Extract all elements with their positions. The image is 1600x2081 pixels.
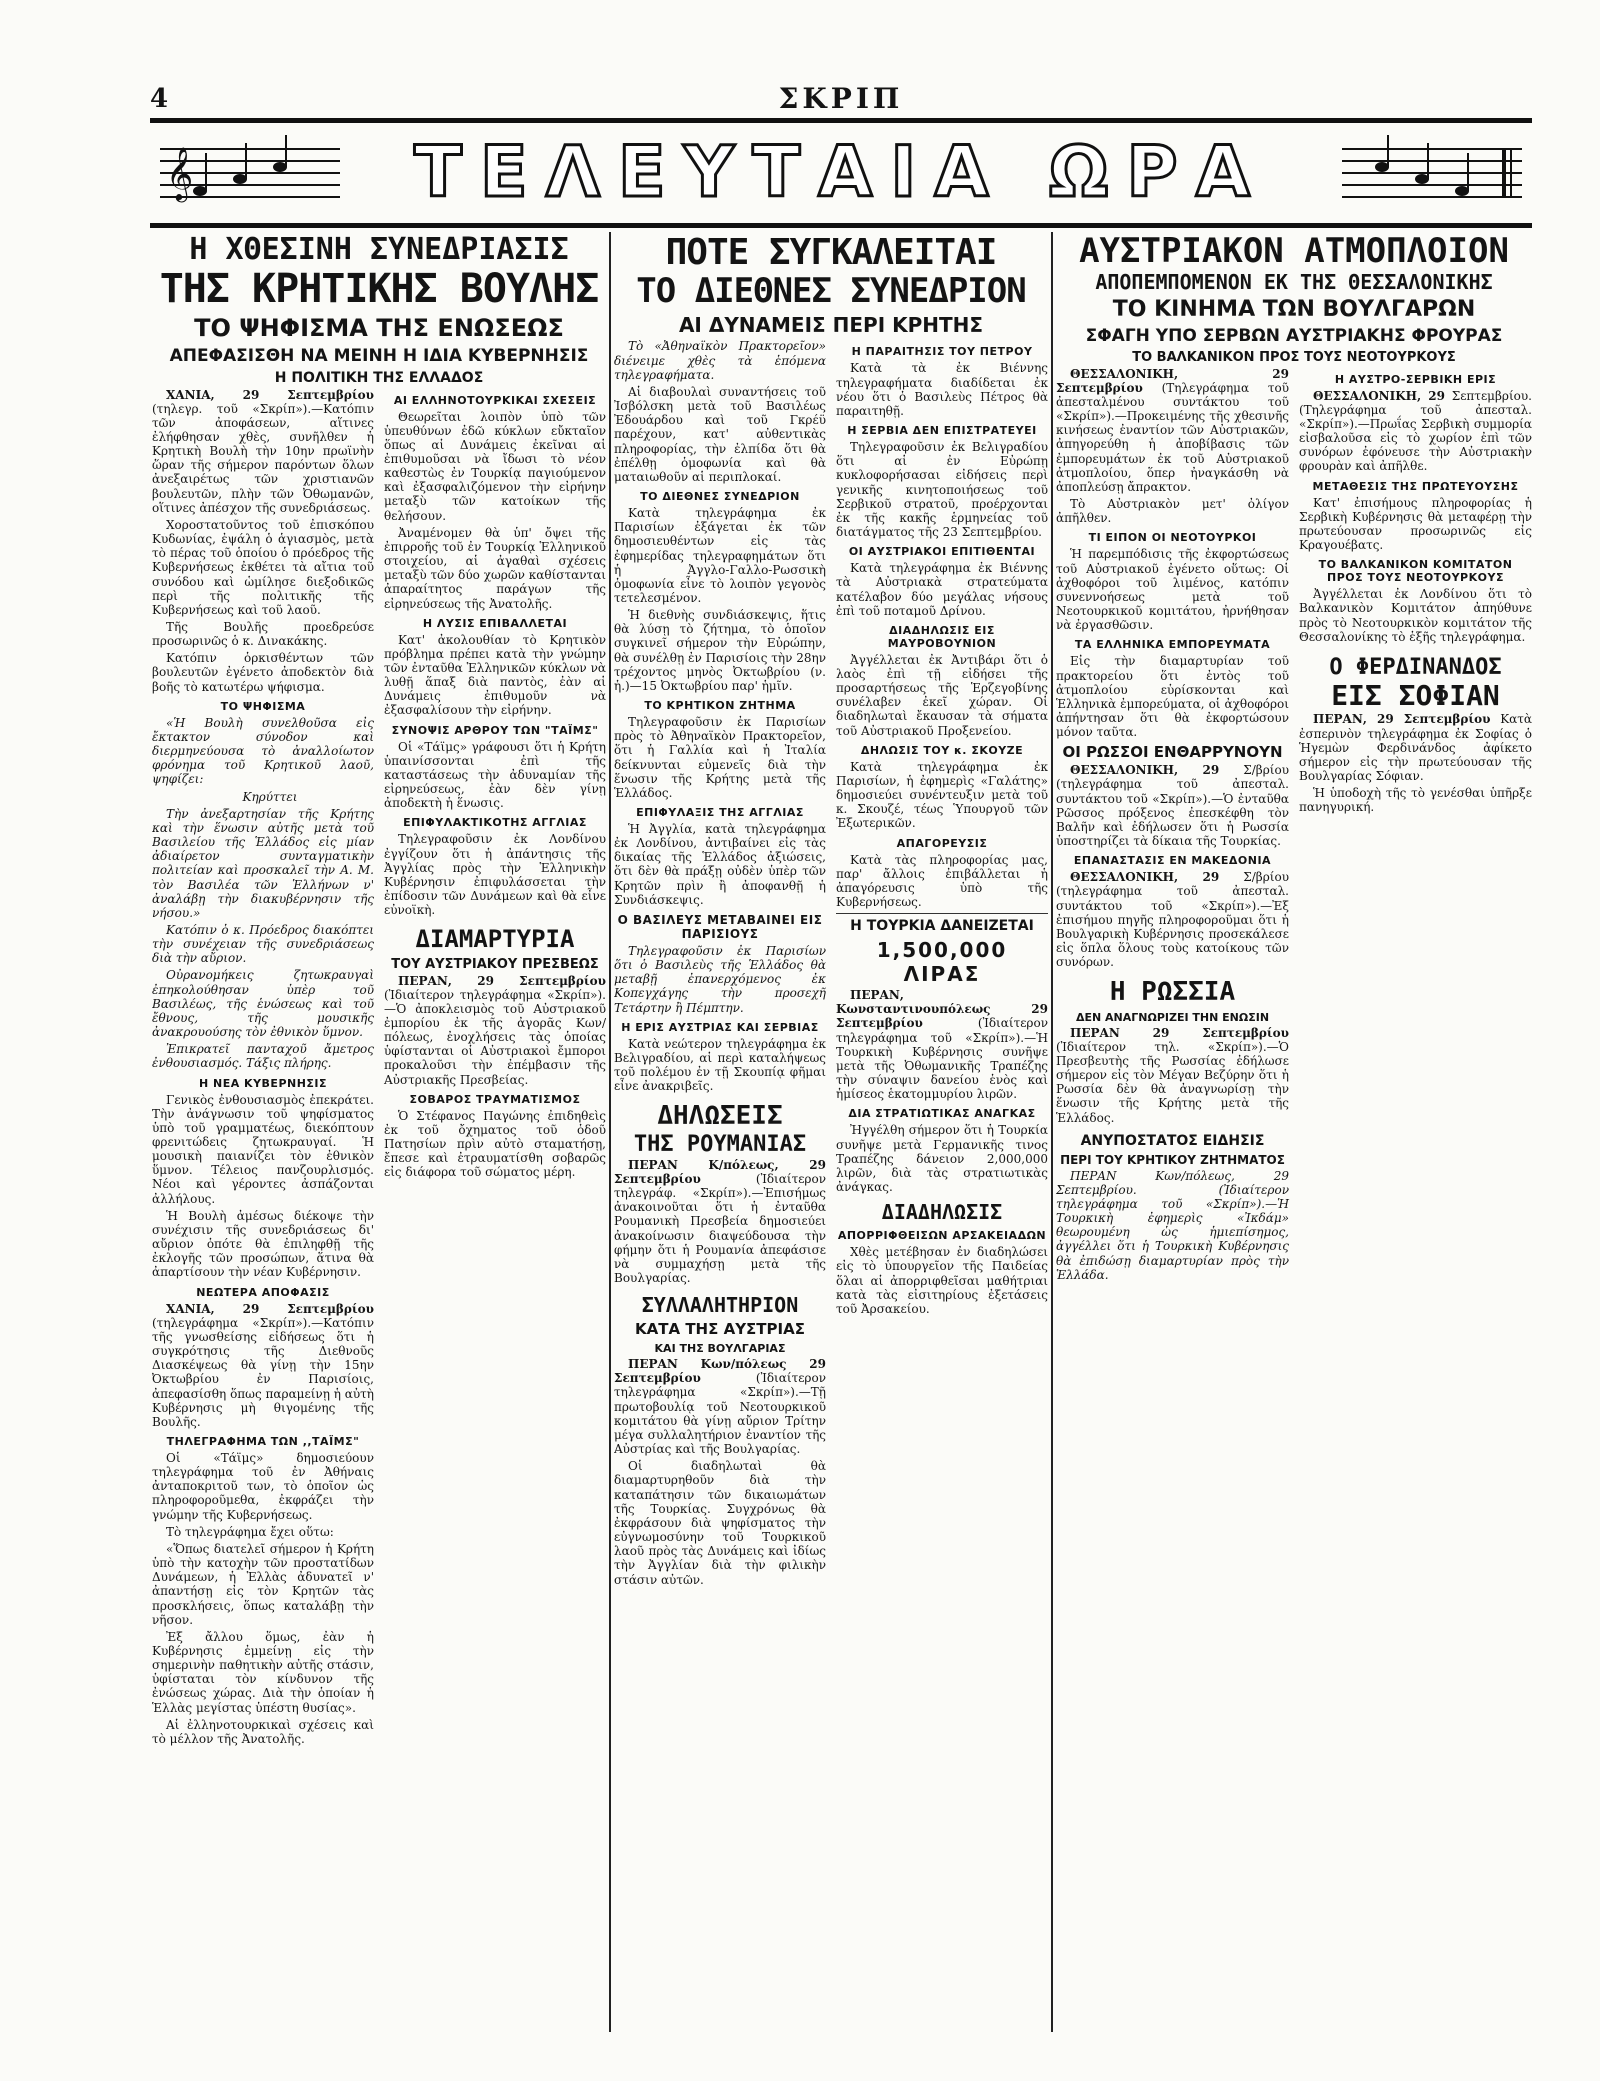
section-heading: Η ΠΑΡΑΙΤΗΣΙΣ ΤΟΥ ΠΕΤΡΟΥ bbox=[851, 345, 1033, 359]
dateline: ΠΕΡΑΝ 29 Σεπτεμβρίου bbox=[1070, 1025, 1289, 1040]
subheadline: ΤΟ ΨΗΦΙΣΜΑ ΤΗΣ ΕΝΩΣΕΩΣ bbox=[194, 313, 564, 342]
headline: Η ΤΟΥΡΚΙΑ ΔΑΝΕΙΖΕΤΑΙ bbox=[850, 918, 1034, 935]
running-header bbox=[150, 84, 1532, 114]
section-heading: ΟΙ ΑΥΣΤΡΙΑΚΟΙ ΕΠΙΤΙΘΕΝΤΑΙ bbox=[848, 545, 1036, 559]
divider bbox=[836, 913, 1048, 914]
dateline: ΘΕΣΣΑΛΟΝΙΚΗ, 29 Σεπτεμβρίου bbox=[1056, 366, 1289, 395]
subheadline: ΤΟΥ ΑΥΣΤΡΙΑΚΟΥ ΠΡΕΣΒΕΩΣ bbox=[391, 956, 599, 972]
paragraph: Κατὰ τηλεγράφημα ἐκ Παρισίων, ἡ ἐφημερὶς «Γαλάτης» δημοσιεύει συνέντευξιν μετὰ τοῦ κ. Σκουζέ, τέως Ὑπουργοῦ τῶν Ἐξωτερικῶν. bbox=[836, 759, 1048, 831]
paragraph: «Ὅπως διατελεῖ σήμερον ἡ Κρήτη ὑπὸ τὴν κατοχὴν τῶν προστατίδων Δυνάμεων, ἡ Ἑλλὰς ἀδυνατεῖ ν' ἀπαντήσῃ εἰς τὸν Κρητῶν τὰς προσκλήσεις, ὅπως καταλάβῃ τὴν νῆσον. bbox=[152, 1541, 374, 1627]
paragraph: Σεπτεμβρίου. (Τηλεγράφημα τοῦ ἀπεσταλ. «Σκρίπ»).—Πρωΐας Σερβικὴ συμμορία εἰσβαλοῦσα εἰς τὸ χωρίον ἐπὶ τῶν συνόρων ἐφόνευσε τὴν Αὐστριακὴν φρουρὰν καὶ ἀπῆλθε. bbox=[1299, 388, 1532, 474]
paragraph: Τὴν ἀνεξαρτησίαν τῆς Κρήτης καὶ τὴν ἕνωσιν αὐτῆς μετὰ τοῦ Βασιλείου τῆς Ἑλλάδος εἰς μίαν ἀδιαίρετον συνταγματικὴν πολιτείαν καὶ προσκαλεῖ τὴν Α. Μ. τὸν Βασιλέα τῶν Ἑλλήνων ν' ἀναλάβῃ τὴν διακυβέρνησιν τῆς νήσου.» bbox=[152, 806, 374, 920]
paragraph: Θεωρεῖται λοιπὸν ὑπὸ τῶν ὑπευθύνων ἐδῶ κύκλων εὔκταῖον ὅπως αἱ Δυνάμεις ἐκεῖναι αἱ ἐπιθυμοῦσαι νὰ ἴδωσι τὸ νέον καθεστὼς ἐν Τουρκίᾳ παγιούμενον καὶ ἐξασφαλιζόμενον τὴν εἰρήνην μεταξὺ τῶν κατοίκων τῆς θελήσουν. bbox=[384, 409, 606, 523]
paragraph: (Ἰδιαίτερον τηλ. «Σκρίπ»).—Ὁ Πρεσβευτὴς τῆς Ρωσσίας ἐδήλωσε σήμερον εἰς τὸν Μέγαν Βεζύρην ὅτι ἡ Ρωσσία δὲν θὰ ἀναγνωρίσῃ τὴν ἕνωσιν τῆς Κρήτης μετὰ τῆς Ἑλλάδος. bbox=[1056, 1039, 1289, 1125]
paragraph: Τῆς Βουλῆς προεδρεύσε προσωρινῶς ὁ κ. Δινακάκης. bbox=[152, 620, 374, 649]
section-heading: Ο ΒΑΣΙΛΕΥΣ ΜΕΤΑΒΑΙΝΕΙ ΕΙΣ ΠΑΡΙΣΙΟΥΣ bbox=[617, 912, 823, 941]
paragraph: Ἡ παρεμπόδισις τῆς ἐκφορτώσεως τοῦ Αὐστριακοῦ ἐγένετο οὕτως: Οἱ ἀχθοφόροι τοῦ λιμένος, κατόπιν συνεννοήσεως μετὰ τοῦ Νεοτουρκικοῦ κομιτάτου, ἠρνήθησαν νὰ ἐργασθῶσιν. bbox=[1056, 547, 1289, 633]
column-2 bbox=[614, 232, 1048, 2042]
headline: ΑΥΣΤΡΙΑΚΟΝ ΑΤΜΟΠΛΟΙΟΝ bbox=[1079, 232, 1509, 271]
paragraph: (τηλεγράφημα «Σκρίπ»).—Κατόπιν τῆς γνωσθείσης εἰδήσεως ὅτι ἡ συγκρότησις τῆς Διεθνοῦς Διασκέψεως θὰ γίνῃ τὴν 15ην Ὀκτωβρίου ἐν Παρισίοις, ἀπεφασίσθη ὅπως παραμείνῃ ἡ αὐτὴ Κυβέρνησις μὴ θιγομένης τῆς Βουλῆς. bbox=[152, 1315, 374, 1429]
dateline: ΠΕΡΑΝ, Κωνσταντινουπόλεως 29 Σεπτεμβρίου bbox=[836, 988, 1048, 1031]
paragraph: (τηλεγρ. τοῦ «Σκρίπ»).—Κατόπιν τῶν ἀποφάσεων, αἵτινες ἐλήφθησαν χθὲς, συνῆλθεν ἡ Κρητικὴ Βουλὴ τὴν 10ην πρωϊνὴν ὥραν τῆς σήμερον παρόντων ὅλων ἀνεξαιρέτως τῶν χριστιανῶν βουλευτῶν, πλὴν τῶν Ὀθωμανῶν, οἵτινες ἀπέσχον τῆς συνεδριάσεως. bbox=[152, 401, 374, 515]
paragraph: ΠΕΡΑΝ Κων/πόλεως, 29 Σεπτεμβρίου. (Ἰδιαίτερον τηλεγράφημα τοῦ «Σκρίπ»).—Ἡ Τουρκικὴ ἐφημερὶς «Ἰκδάμ» θεωρουμένη ὡς ἡμιεπίσημος, ἀγγέλλει ὅτι ἡ Τουρκικὴ Κυβέρνησις θὰ ἐπιδώσῃ διαμαρτυρίαν πρὸς τὴν Ἑλλάδα. bbox=[1056, 1168, 1289, 1282]
paragraph: Κατόπιν ὁρκισθέντων τῶν βουλευτῶν ἐγένετο ἀποδεκτὸν διὰ βοῆς τὸ κατωτέρω ψήφισμα. bbox=[152, 651, 374, 694]
paragraph: (Ἰδιαίτερον τηλεγράφημα «Σκρίπ»).—Τῇ πρωτοβουλίᾳ τοῦ Νεοτουρκικοῦ κομιτάτου θὰ γίνῃ αὔριον Τρίτην μέγα συλλαλητήριον ἐναντίον τῆς Αὐστρίας καὶ τῆς Βουλγαρίας. bbox=[614, 1371, 826, 1457]
headline: Η ΡΩΣΣΙΑ bbox=[1109, 977, 1236, 1008]
paragraph: (Τηλεγράφημα τοῦ ἀπεσταλμένου συντάκτου τοῦ «Σκρίπ»).—Προκειμένης τῆς χθεσινῆς κινήσεως ἐναντίον τῶν Αὐστριακῶν, ἀπηγορεύθη ἡ ἀποβίβασις τῶν ἐμπορευμάτων ἐκ τοῦ Αὐστριακοῦ ἀτμοπλοίου, ὅπερ ἠναγκάσθη νὰ ἀποπλεύσῃ ἄπρακτον. bbox=[1056, 380, 1289, 494]
paragraph: Ἠγγέλθη σήμερον ὅτι ἡ Τουρκία συνῆψε μετὰ Γερμανικῆς τινος Τραπέζης δάνειον 2,000,000 λιρῶν, διὰ τὰς στρατιωτικὰς ἀνάγκας. bbox=[836, 1123, 1048, 1195]
dateline: ΘΕΣΣΑΛΟΝΙΚΗ, 29 bbox=[1070, 870, 1220, 885]
section-heading: ΑΠΑΓΟΡΕΥΣΙΣ bbox=[896, 836, 988, 850]
subheadline: ΚΑΤΑ ΤΗΣ ΑΥΣΤΡΙΑΣ bbox=[635, 1320, 805, 1339]
section-heading: ΔΗΛΩΣΙΣ ΤΟΥ κ. ΣΚΟΥΖΕ bbox=[860, 743, 1024, 757]
headline: Η ΧΘΕΣΙΝΗ ΣΥΝΕΔΡΙΑΣΙΣ bbox=[189, 232, 569, 267]
section-heading: ΜΕΤΑΘΕΣΙΣ ΤΗΣ ΠΡΩΤΕΥΟΥΣΗΣ bbox=[1312, 479, 1519, 493]
headline: Ο ΦΕΡΔΙΝΑΝΔΟΣ bbox=[1329, 654, 1502, 680]
paragraph: Τηλεγραφοῦσιν ἐκ Παρισίων ὅτι ὁ Βασιλεὺς τῆς Ἑλλάδος θὰ μεταβῇ ἐπανερχόμενος ἐκ Κοπεγχάγης τὴν προσεχῆ Τετάρτην ἢ Πέμπτην. bbox=[614, 943, 826, 1015]
dateline: ΠΕΡΑΝ Κων/πόλεως 29 Σεπτεμβρίου bbox=[614, 1357, 826, 1386]
paragraph: Εἰς τὴν διαμαρτυρίαν τοῦ πρακτορείου ὅτι ἐντὸς τοῦ ἀτμοπλοίου εὑρίσκονται καὶ Ἑλληνικὰ ἐμπορεύματα, οἱ ἀχθοφόροι ἀπήντησαν ὅτι θὰ ἐκφορτώσουν μόνον ταῦτα. bbox=[1056, 654, 1289, 740]
subheadline: ΑΠΕΦΑΣΙΣΘΗ ΝΑ ΜΕΙΝΗ Η ΙΔΙΑ ΚΥΒΕΡΝΗΣΙΣ bbox=[169, 345, 589, 366]
subheadline: Η ΠΟΛΙΤΙΚΗ ΤΗΣ ΕΛΛΑΔΟΣ bbox=[274, 369, 484, 386]
section-heading: Η ΕΡΙΣ ΑΥΣΤΡΙΑΣ ΚΑΙ ΣΕΡΒΙΑΣ bbox=[621, 1020, 819, 1034]
headline: ΣΥΛΛΑΛΗΤΗΡΙΟΝ bbox=[641, 1293, 799, 1318]
section-heading: Η ΑΥΣΤΡΟ-ΣΕΡΒΙΚΗ ΕΡΙΣ bbox=[1334, 372, 1497, 386]
paragraph: Οἱ «Τάϊμς» δημοσιεύουν τηλεγράφημα τοῦ ἐν Ἀθήναις ἀνταποκριτοῦ των, τὸ ὁποῖον ὡς πληροφοροῦμεθα, ἐκφράζει τὴν γνώμην τῆς Κυβερνήσεως. bbox=[152, 1450, 374, 1522]
subheadline: ΤΟ ΒΑΛΚΑΝΙΚΟΝ ΠΡΟΣ ΤΟΥΣ ΝΕΟΤΟΥΡΚΟΥΣ bbox=[1132, 349, 1456, 365]
paragraph: Κατόπιν ὁ κ. Πρόεδρος διακόπτει τὴν συνέχειαν τῆς συνεδριάσεως διὰ τὴν αὔριον. bbox=[152, 922, 374, 966]
paragraph: Σ/βρίου (τηλεγράφημα τοῦ ἀπεσταλ. συντάκτου τοῦ «Σκρίπ»).—Ὁ ἐνταῦθα Ρῶσσος πρόξενος ἐπεσκέφθη τὸν Βαλῆν καὶ ἐδήλωσεν ὅτι ἡ Ρωσσία ὑποστηρίζει τὰ δίκαια τῆς Τουρκίας. bbox=[1056, 763, 1289, 849]
section-heading: ΔΙΑ ΣΤΡΑΤΙΩΤΙΚΑΣ ΑΝΑΓΚΑΣ bbox=[848, 1107, 1036, 1121]
dateline: ΠΕΡΑΝ, 29 Σεπτεμβρίου bbox=[398, 973, 606, 988]
music-staff-ornament-left bbox=[160, 129, 340, 215]
section-banner bbox=[150, 118, 1532, 228]
paragraph: Κατ' ἐπισήμους πληροφορίας ἡ Σερβικὴ Κυβέρνησις θὰ μεταφέρῃ τὴν πρωτεύουσαν προσωρινῶς εἰς Κραγουέβατς. bbox=[1299, 495, 1532, 553]
section-heading: ΤΟ ΚΡΗΤΙΚΟΝ ΖΗΤΗΜΑ bbox=[644, 699, 796, 713]
paragraph: Κηρύττει bbox=[242, 789, 298, 804]
section-heading: Η ΣΕΡΒΙΑ ΔΕΝ ΕΠΙΣΤΡΑΤΕΥΕΙ bbox=[847, 424, 1037, 438]
paragraph: Γενικὸς ἐνθουσιασμὸς ἐπεκράτει. Τὴν ἀνάγνωσιν τοῦ ψηφίσματος ὑπὸ τοῦ γραμματέως, διεκόπτουν φρενιτώδεις ζητωκραυγαί. Ἡ μουσικὴ παιανίζει τὸν ἐθνικὸν ὕμνον. Τέλειος πανζουρλισμός. Νέοι καὶ γέροντες ἀσπάζονται ἀλλήλους. bbox=[152, 1092, 374, 1206]
subheadline: ΔΕΝ ΑΝΑΓΝΩΡΙΖΕΙ ΤΗΝ ΕΝΩΣΙΝ bbox=[1075, 1010, 1270, 1024]
paragraph: Κατὰ τηλεγράφημα ἐκ Βιέννης τὰ Αὐστριακὰ στρατεύματα κατέλαβον δύο μεγάλας νήσους ἐπὶ τοῦ ποταμοῦ Δρίνου. bbox=[836, 561, 1048, 618]
section-heading: ΤΟ ΨΗΦΙΣΜΑ bbox=[220, 699, 306, 713]
paragraph: Ἀγγέλλεται ἐκ Ἀντιβάρι ὅτι ὁ λαὸς ἐπὶ τῇ εἰδήσει τῆς προσαρτήσεως τῆς Ἑρζεγοβίνης συνέλαβεν ἐκεῖ χώραν. Οἱ διαδηλωταὶ ἔκαυσαν τὰ σήματα τοῦ Αὐστριακοῦ Προξενείου. bbox=[836, 652, 1048, 738]
section-heading: ΤΗΛΕΓΡΑΦΗΜΑ ΤΩΝ ,,ΤΑΪΜΣ" bbox=[166, 1434, 360, 1448]
section-heading: ΕΠΙΦΥΛΑΞΙΣ ΤΗΣ ΑΓΓΛΙΑΣ bbox=[636, 806, 804, 820]
dateline: ΧΑΝΙΑ, 29 Σεπτεμβρίου bbox=[166, 387, 374, 402]
section-heading: ΤΟ ΒΑΛΚΑΝΙΚΟΝ ΚΟΜΙΤΑΤΟΝ ΠΡΟΣ ΤΟΥΣ ΝΕΟΤΟΥΡΚΟΥΣ bbox=[1318, 558, 1513, 585]
music-staff-ornament-right bbox=[1342, 129, 1522, 215]
section-heading: ΕΠΙΦΥΛΑΚΤΙΚΟΤΗΣ ΑΓΓΛΙΑΣ bbox=[403, 816, 587, 830]
paragraph: Ἐπικρατεῖ πανταχοῦ ἄμετρος ἐνθουσιασμός. Τάξις πλήρης. bbox=[152, 1042, 374, 1071]
dateline: ΘΕΣΣΑΛΟΝΙΚΗ, 29 bbox=[1313, 388, 1445, 403]
paragraph: Τηλεγραφοῦσιν ἐκ Παρισίων πρὸς τὸ Ἀθηναϊκὸν Πρακτορεῖον, ὅτι ἡ Γαλλία καὶ ἡ Ἰταλία δείκνυνται εὐμενεῖς διὰ τὴν ἕνωσιν τῆς Κρήτης μετὰ τῆς Ἑλλάδος. bbox=[614, 715, 826, 800]
paragraph: Οἱ διαδηλωταὶ θὰ διαμαρτυρηθοῦν διὰ τὴν καταπάτησιν τῶν δικαιωμάτων τῆς Τουρκίας. Συγχρόνως θὰ ἐκφράσουν διὰ ψηφίσματος τὴν εὐγνωμοσύνην τοῦ Τουρκικοῦ λαοῦ πρὸς τὰς Δυνάμεις καὶ ἰδίως τὴν Ἀγγλίαν διὰ τὴν φιλικὴν στάσιν αὐτῶν. bbox=[614, 1459, 826, 1587]
banner-title: ΤΕΛΕΥΤΑΙΑ ΩΡΑ bbox=[414, 131, 1268, 213]
section-heading: ΝΕΩΤΕΡΑ ΑΠΟΦΑΣΙΣ bbox=[196, 1285, 330, 1299]
paragraph: (Ἰδιαίτερον τηλεγράφημα τοῦ «Σκρίπ»).—Ἡ Τουρκικὴ Κυβέρνησις συνῆψε μετὰ τῆς Ὀθωμανικῆς Τραπέζης τὴν σύναψιν δανείου ἑνὸς καὶ ἡμίσεος ἑκατομμυρίου λιρῶν. bbox=[836, 1016, 1048, 1102]
headline: ΤΗΣ ΡΟΥΜΑΝΙΑΣ bbox=[633, 1131, 807, 1157]
section-heading: Η ΝΕΑ ΚΥΒΕΡΝΗΣΙΣ bbox=[198, 1076, 328, 1090]
paragraph: Ἀγγέλλεται ἐκ Λονδίνου ὅτι τὸ Βαλκανικὸν Κομιτάτον ἀπηύθυνε πρὸς τὸ Νεοτουρκικὸν κομιτάτον τῆς Θεσσαλονίκης τὸ ἑξῆς τηλεγράφημα. bbox=[1299, 587, 1532, 644]
section-heading: ΣΟΒΑΡΟΣ ΤΡΑΥΜΑΤΙΣΜΟΣ bbox=[409, 1092, 581, 1106]
column-3 bbox=[1056, 232, 1532, 2042]
subheadline: ΣΦΑΓΗ ΥΠΟ ΣΕΡΒΩΝ ΑΥΣΤΡΙΑΚΗΣ ΦΡΟΥΡΑΣ bbox=[1085, 325, 1503, 346]
paragraph: Χοροστατοῦντος τοῦ ἐπισκόπου Κυδωνίας, ἐψάλη ὁ ἁγιασμὸς, μετὰ τὸ πέρας τοῦ ὁποίου ὁ πρόεδρος τῆς Κυβερνήσεως ἐκθέτει τὰ αἴτια τοῦ συνόδου καὶ ὡμίλησε διεξοδικῶς περὶ τῆς πολιτικῆς τῆς Κυβερνήσεως καὶ τοῦ λαοῦ. bbox=[152, 517, 374, 617]
headline: ΔΙΑΜΑΡΤΥΡΙΑ bbox=[415, 925, 575, 954]
subheadline: ΑΙ ΔΥΝΑΜΕΙΣ ΠΕΡΙ ΚΡΗΤΗΣ bbox=[678, 313, 984, 338]
headline: ΑΠΟΠΕΜΠΟΜΕΝΟΝ ΕΚ ΤΗΣ ΘΕΣΣΑΛΟΝΙΚΗΣ bbox=[1095, 269, 1493, 294]
headline: ΤΟ ΔΙΕΘΝΕΣ ΣΥΝΕΔΡΙΟΝ bbox=[636, 270, 1026, 311]
paragraph: Κατ' ἀκολουθίαν τὸ Κρητικὸν πρόβλημα πρέπει κατὰ τὴν γνώμην τῶν ἐνταῦθα Ἑλληνικῶν κύκλων νὰ λυθῇ ἅπαξ διὰ παντὸς, ἐὰν αἱ Δυνάμεις ἐπιθυμοῦν νὰ ἐξασφαλίσουν τὴν εἰρήνην. bbox=[384, 632, 606, 718]
headline: ΠΟΤΕ ΣΥΓΚΑΛΕΙΤΑΙ bbox=[665, 232, 997, 273]
paragraph: Ἀναμένομεν θὰ ὑπ' ὄψει τῆς ἐπιρροῆς τοῦ ἐν Τουρκίᾳ Ἑλληνικοῦ στοιχείου, αἱ ἀγαθαὶ σχέσεις μεταξὺ τῶν δύο χωρῶν καθίστανται ἀπαραίτητος παράγων τῆς εἰρηνεύσεως τῆς Ἀνατολῆς. bbox=[384, 525, 606, 611]
subheadline: ΤΟ ΚΙΝΗΜΑ ΤΩΝ ΒΟΥΛΓΑΡΩΝ bbox=[1112, 296, 1476, 322]
paragraph: Ὁ Στέφανος Παγώνης ἐπιδηθεὶς ἐκ τοῦ ὄχηματος τοῦ ὁδοῦ Πατησίων πρὶν αὐτὸ σταματήσῃ, ἔπεσε καὶ ἐτραυματίσθη σοβαρῶς εἰς διάφορα τοῦ σώματος μέρη. bbox=[384, 1108, 606, 1180]
masthead-title: ΣΚΡΙΠ bbox=[778, 82, 904, 115]
headline: ΕΙΣ ΣΟΦΙΑΝ bbox=[1331, 678, 1500, 712]
paragraph: Κατὰ τηλεγράφημα ἐκ Παρισίων ἐξάγεται ἐκ τῶν δημοσιευθέντων εἰς τὰς ἐφημερίδας τηλεγραφημάτων ὅτι ἡ Ἀγγλο-Γαλλο-Ρωσσικὴ ὁμοφωνία εἶνε τὸ λοιπὸν γεγονὸς τετελεσμένον. bbox=[614, 506, 826, 605]
paragraph: Χθὲς μετέβησαν ἐν διαδηλώσει εἰς τὸ ὑπουργεῖον τῆς Παιδείας ὅλαι αἱ ἀπορριφθεῖσαι μαθήτριαι κατὰ τὰς εἰσιτηρίους ἐξετάσεις τοῦ Ἀρσακείου. bbox=[836, 1245, 1048, 1316]
subheadline: 1,500,000 ΛΙΡΑΣ bbox=[876, 938, 1008, 987]
dateline: ΠΕΡΑΝ Κ/πόλεως, 29 Σεπτεμβρίου bbox=[614, 1157, 826, 1186]
paragraph: Τὸ τηλεγράφημα ἔχει οὕτω: bbox=[166, 1524, 334, 1539]
section-heading: ΕΠΑΝΑΣΤΑΣΙΣ ΕΝ ΜΑΚΕΔΟΝΙΑ bbox=[1073, 854, 1272, 868]
paragraph: Ἐξ ἄλλου ὅμως, ἐὰν ἡ Κυβέρνησις ἐμμείνῃ εἰς τὴν σημερινὴν παθητικὴν αὐτῆς στάσιν, ὑφίσταται τὸν κίνδυνον τῆς ἐνώσεως χώρας. Διὰ τὴν ὁποίαν ἡ Ἑλλὰς μεγίστας ὑπέστη θυσίας». bbox=[152, 1629, 374, 1715]
paragraph: Ἡ ὑποδοχὴ τῆς τὸ γενέσθαι ὑπῆρξε πανηγυρική. bbox=[1299, 786, 1532, 815]
section-heading: Η ΛΥΣΙΣ ΕΠΙΒΑΛΛΕΤΑΙ bbox=[422, 616, 568, 630]
column-rule bbox=[609, 232, 611, 2032]
svg-text:𝄞: 𝄞 bbox=[166, 146, 194, 200]
paragraph: Οὐρανομήκεις ζητωκραυγαὶ ἐπηκολούθησαν ὑπὲρ τοῦ Βασιλέως, τῆς ἑνώσεως καὶ τοῦ ἔθνους, τῆς μουσικῆς ἀνακρουούσης τὸν ἐθνικὸν ὕμνον. bbox=[152, 968, 374, 1040]
paragraph: Τηλεγραφοῦσιν ἐκ Λονδίνου ἐγγίζουν ὅτι ἡ ἀπάντησις τῆς Ἀγγλίας πρὸς τὴν Ἑλληνικὴν Κυβέρνησιν ἐπιφυλάσσεται τὴν ἐπίδοσιν τῶν Δυνάμεων καὶ θὰ εἶνε εὐνοϊκὴ. bbox=[384, 832, 606, 918]
paragraph: Κατὰ τὰ ἐκ Βιέννης τηλεγραφήματα διαδίδεται ἐκ νέου ὅτι ὁ Βασιλεὺς Πέτρος θὰ παραιτηθῇ. bbox=[836, 361, 1048, 418]
paragraph: Ἡ Ἀγγλία, κατὰ τηλεγράφημα ἐκ Λονδίνου, ἀντιβαίνει εἰς τὰς δικαίας τῆς Ἑλλάδος ἀξιώσεις, ὅτι δὲν θὰ πράξῃ οὐδὲν ὑπὲρ τῶν Κρητῶν πρὶν ἢ ἀποφανθῇ ἡ Συνδιάσκεψις. bbox=[614, 822, 826, 907]
column-rule bbox=[1051, 232, 1053, 2032]
paragraph: (Ἰδιαίτερον τηλεγράφημα «Σκρίπ»).—Ὁ ἀποκλεισμὸς τοῦ Αὐστριακοῦ ἐμπορίου ἐκ τῆς ἀγορᾶς Κων/πόλεως, ἐνοχλήσεις τὰς ὁποίας ὑφίστανται οἱ Αὐστριακοὶ ἔμποροι προκαλοῦσι τὴν ἐπέμβασιν τῆς Αὐστριακῆς Πρεσβείας. bbox=[384, 987, 606, 1087]
paragraph: Σ/βρίου (τηλεγράφημα τοῦ ἀπεσταλ. συντάκτου τοῦ «Σκρίπ»).—Ἐξ ἐπισήμου πηγῆς πληροφοροῦμαι ὅτι ἡ Βουλγαρικὴ Κυβέρνησις προσεκάλεσε εἰς ὅπλα ὅλους τοὺς κατοίκους τῶν συνόρων. bbox=[1056, 870, 1289, 970]
section-heading: ΔΙΑΔΗΛΩΣΙΣ ΕΙΣ ΜΑΥΡΟΒΟΥΝΙΟΝ bbox=[887, 623, 997, 650]
subheadline: ΚΑΙ ΤΗΣ ΒΟΥΛΓΑΡΙΑΣ bbox=[654, 1342, 786, 1356]
column-1 bbox=[152, 232, 606, 2042]
headline: ΔΗΛΩΣΕΙΣ bbox=[657, 1101, 783, 1132]
paragraph: Κατὰ τὰς πληροφορίας μας, παρ' ἄλλοις ἐπιβάλλεται ἡ ἀπαγόρευσις ὑπὸ τῆς Κυβερνήσεως. bbox=[836, 852, 1048, 910]
dateline: ΘΕΣΣΑΛΟΝΙΚΗ, 29 bbox=[1070, 763, 1220, 778]
section-heading: ΑΙ ΕΛΛΗΝΟΤΟΥΡΚΙΚΑΙ ΣΧΕΣΕΙΣ bbox=[393, 393, 597, 407]
headline: ΤΗΣ ΚΡΗΤΙΚΗΣ ΒΟΥΛΗΣ bbox=[159, 265, 599, 312]
subheadline: ΠΕΡΙ ΤΟΥ ΚΡΗΤΙΚΟΥ ΖΗΤΗΜΑΤΟΣ bbox=[1060, 1152, 1285, 1167]
paragraph: (Ἰδιαίτερον τηλεγράφ. «Σκρίπ»).—Ἐπισήμως ἀνακοινοῦται ὅτι ἡ ἐνταῦθα Ρουμανικὴ Πρεσβεία δημοσιεύει ἀνακοίνωσιν διαψεύδουσα τὴν φήμην ὅτι ἡ Ρουμανία ἀπεφάσισε νὰ συμμαχήσῃ μετὰ τῆς Βουλγαρίας. bbox=[614, 1171, 826, 1285]
section-heading: ΑΠΟΡΡΙΦΘΕΙΣΩΝ ΑΡΣΑΚΕΙΑΔΩΝ bbox=[837, 1229, 1047, 1243]
paragraph: Τὸ «Ἀθηναϊκὸν Πρακτορεῖον» διένειμε χθὲς τὰ ἑπόμενα τηλεγραφήματα. bbox=[614, 339, 826, 382]
paragraph: Κατὰ ἐσπερινὸν τηλεγράφημα ἐκ Σοφίας ὁ Ἡγεμὼν Φερδινάνδος ἀφίκετο σήμερον εἰς τὴν πρωτεύουσαν τῆς Βουλγαρίας Σόφιαν. bbox=[1299, 712, 1532, 783]
paragraph: Αἱ διαβουλαὶ συναντήσεις τοῦ Ἰσβόλσκη μετὰ τοῦ Βασιλέως Ἐδουάρδου καὶ τοῦ Γκρέϋ παρέχουν, κατ' αὐθεντικὰς πληροφορίας, τὴν ἐλπίδα ὅτι θὰ ἐπέλθῃ ὁμοφωνία καὶ θὰ ματαιωθοῦν αἱ περιπλοκαί. bbox=[614, 384, 826, 484]
paragraph: «Ἡ Βουλὴ συνελθοῦσα εἰς ἔκτακτον σύνοδον καὶ διερμηνεύουσα τὸ ἀναλλοίωτον φρόνημα τοῦ Κρητικοῦ λαοῦ, ψηφίζει: bbox=[152, 715, 374, 787]
paragraph: Κατὰ νεώτερον τηλεγράφημα ἐκ Βελιγραδίου, αἱ περὶ καταλήψεως τοῦ πολέμου ἐν τῇ Σκουπίᾳ φῆμαι εἶνε ἀνακριβεῖς. bbox=[614, 1036, 826, 1094]
paragraph: Οἱ «Τάϊμς» γράφουσι ὅτι ἡ Κρήτη ὑπαινίσσονται ἐπὶ τῆς καταστάσεως τὴν ἀδυναμίαν τῆς εἰρηνεύσεως, ἐὰν δὲν γίνῃ ἀποδεκτὴ ἡ ἕνωσις. bbox=[384, 739, 606, 811]
paragraph: Τὸ Αὐστριακὸν μετ' ὀλίγον ἀπῆλθεν. bbox=[1056, 497, 1289, 526]
headline: ΑΝΥΠΟΣΤΑΤΟΣ ΕΙΔΗΣΙΣ bbox=[1080, 1132, 1265, 1149]
section-heading: ΤΟ ΔΙΕΘΝΕΣ ΣΥΝΕΔΡΙΟΝ bbox=[640, 490, 800, 504]
paragraph: Ἡ διεθνὴς συνδιάσκεψις, ἥτις θὰ λύσῃ τὸ ζήτημα, τὸ ὁποῖον συγκινεῖ σήμερον τὴν Εὐρώπην, θὰ συνέλθῃ ἐν Παρισίοις τὴν 28ην τρέχοντος μηνὸς Ὀκτωβρίου (ν. ἡ.)—15 Ὀκτωβρίου παρ' ἡμῖν. bbox=[614, 608, 826, 693]
section-heading: ΣΥΝΟΨΙΣ ΑΡΘΡΟΥ ΤΩΝ "ΤΑΪΜΣ" bbox=[391, 723, 599, 737]
dateline: ΠΕΡΑΝ, 29 Σεπτεμβρίου bbox=[1313, 712, 1491, 727]
paragraph: Τηλεγραφοῦσιν ἐκ Βελιγραδίου ὅτι αἱ ἐν Εὐρώπῃ κυκλοφορήσασαι εἰδήσεις περὶ γενικῆς κινητοποιήσεως τοῦ Σερβικοῦ στρατοῦ, προέρχονται ἐκ τῆς κακῆς ἑρμηνείας τοῦ διατάγματος τῆς 23 Σεπτεμβρίου. bbox=[836, 440, 1048, 540]
section-heading: ΤΙ ΕΙΠΟΝ ΟΙ ΝΕΟΤΟΥΡΚΟΙ bbox=[1088, 531, 1257, 545]
headline: ΔΙΑΔΗΛΩΣΙΣ bbox=[881, 1200, 1003, 1225]
dateline: ΧΑΝΙΑ, 29 Σεπτεμβρίου bbox=[166, 1301, 374, 1316]
section-heading: ΟΙ ΡΩΣΣΟΙ ΕΝΘΑΡΡΥΝΟΥΝ bbox=[1062, 743, 1283, 762]
page-number: 4 bbox=[150, 84, 169, 114]
paragraph: Ἡ Βουλὴ ἀμέσως διέκοψε τὴν συνέχισιν τῆς συνεδριάσεως δι' αὔριον ὁπότε θὰ ἐπιληφθῇ τῆς ἐκλογῆς τῶν προσώπων, ἅτινα θὰ ἀπαρτίσουν τὴν νέαν Κυβέρνησιν. bbox=[152, 1208, 374, 1280]
section-heading: ΤΑ ΕΛΛΗΝΙΚΑ ΕΜΠΟΡΕΥΜΑΤΑ bbox=[1074, 638, 1271, 652]
paragraph: Αἱ ἐλληνοτουρκικαὶ σχέσεις καὶ τὸ μέλλον τῆς Ἀνατολῆς. bbox=[152, 1717, 374, 1746]
